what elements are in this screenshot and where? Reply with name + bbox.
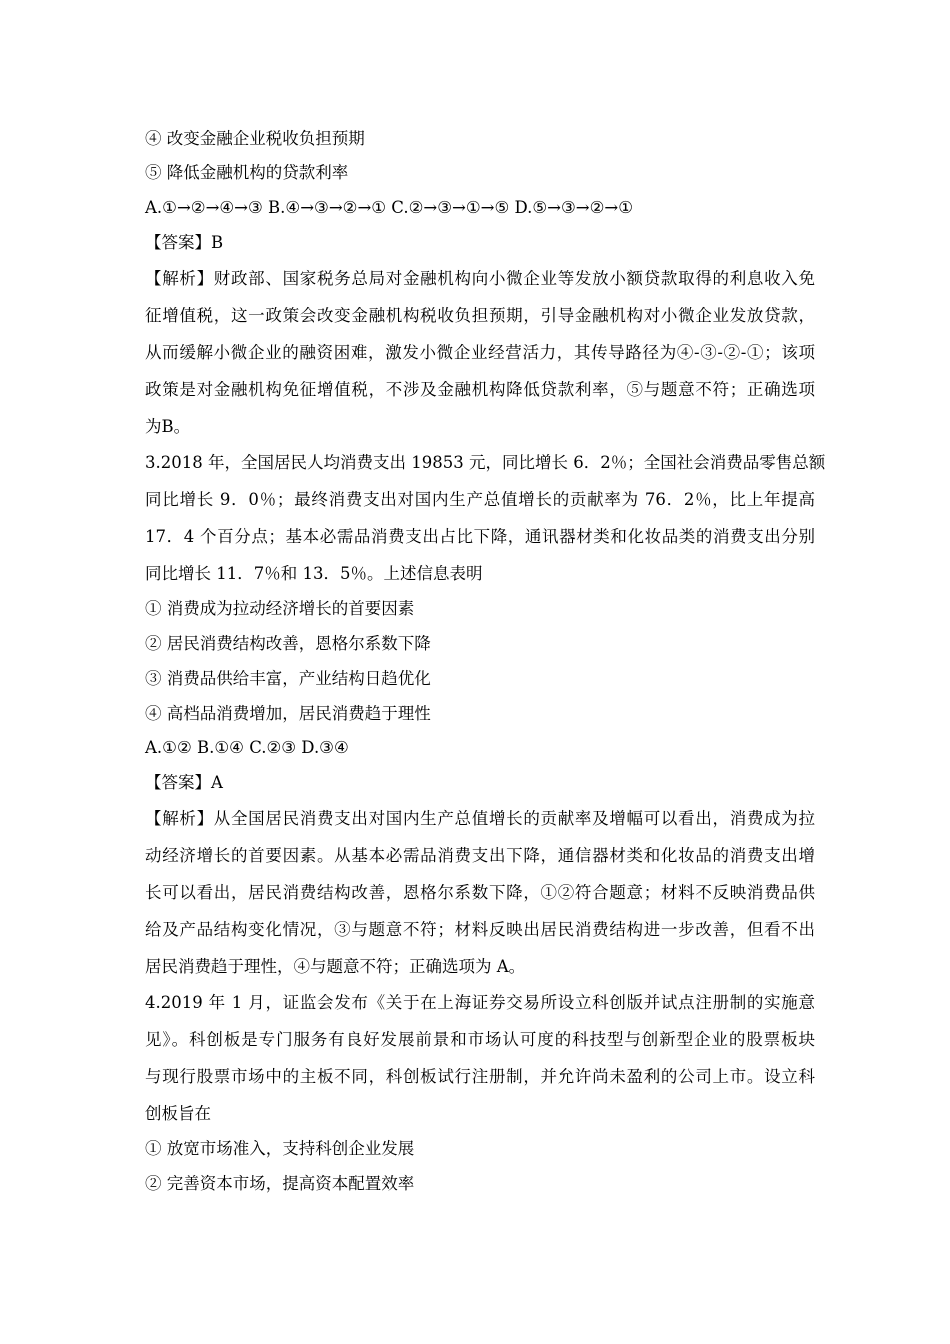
question-stem: 与现行股票市场中的主板不同，科创板试行注册制，并允许尚未盈利的公司上市。设立科 bbox=[145, 1067, 815, 1086]
analysis-line: 给及产品结构变化情况，③与题意不符；材料反映出居民消费结构进一步改善，但看不出 bbox=[145, 920, 815, 939]
question-stem: 同比增长 9．0％；最终消费支出对国内生产总值增长的贡献率为 76．2％，比上年提高 bbox=[145, 490, 815, 509]
option-2: ② 居民消费结构改善，恩格尔系数下降 bbox=[145, 634, 431, 653]
answer-label: 【答案】B bbox=[145, 233, 224, 252]
question-stem: 4.2019 年 1 月，证监会发布《关于在上海证券交易所设立科创版并试点注册制的实施意 bbox=[145, 993, 815, 1012]
question-stem: 同比增长 11．7％和 13．5％。上述信息表明 bbox=[145, 564, 483, 583]
option-4: ④ 高档品消费增加，居民消费趋于理性 bbox=[145, 704, 431, 723]
analysis-line: 【解析】财政部、国家税务总局对金融机构向小微企业等发放小额贷款取得的利息收入免 bbox=[145, 269, 815, 288]
option-1: ① 消费成为拉动经济增长的首要因素 bbox=[145, 599, 415, 618]
option-3: ③ 消费品供给丰富，产业结构日趋优化 bbox=[145, 669, 431, 688]
option-1: ① 放宽市场准入，支持科创企业发展 bbox=[145, 1139, 415, 1158]
analysis-line: 从而缓解小微企业的融资困难，激发小微企业经营活力，其传导路径为④-③-②-①；该项 bbox=[145, 343, 815, 362]
option-2: ② 完善资本市场，提高资本配置效率 bbox=[145, 1174, 415, 1193]
analysis-line: 为B。 bbox=[145, 417, 191, 436]
analysis-line: 政策是对金融机构免征增值税，不涉及金融机构降低贷款利率，⑤与题意不符；正确选项 bbox=[145, 380, 815, 399]
analysis-line: 动经济增长的首要因素。从基本必需品消费支出下降，通信器材类和化妆品的消费支出增 bbox=[145, 846, 815, 865]
question-stem: 见》。科创板是专门服务有良好发展前景和市场认可度的科技型与创新型企业的股票板块 bbox=[145, 1030, 815, 1049]
question-stem: 17．4 个百分点；基本必需品消费支出占比下降，通讯器材类和化妆品类的消费支出分别 bbox=[145, 527, 815, 546]
option-4: ④ 改变金融企业税收负担预期 bbox=[145, 129, 365, 148]
answer-choices: A.①② B.①④ C.②③ D.③④ bbox=[145, 738, 349, 757]
analysis-line: 征增值税，这一政策会改变金融机构税收负担预期，引导金融机构对小微企业发放贷款， bbox=[145, 306, 815, 325]
analysis-line: 【解析】从全国居民消费支出对国内生产总值增长的贡献率及增幅可以看出，消费成为拉 bbox=[145, 809, 815, 828]
analysis-line: 长可以看出，居民消费结构改善，恩格尔系数下降，①②符合题意；材料不反映消费品供 bbox=[145, 883, 815, 902]
answer-choices: A.①→②→④→③ B.④→③→②→① C.②→③→①→⑤ D.⑤→③→②→① bbox=[145, 198, 634, 217]
answer-label: 【答案】A bbox=[145, 773, 223, 792]
question-stem: 创板旨在 bbox=[145, 1104, 211, 1123]
analysis-line: 居民消费趋于理性，④与题意不符；正确选项为 A。 bbox=[145, 957, 526, 976]
question-stem: 3.2018 年，全国居民人均消费支出 19853 元，同比增长 6．2％；全国社会消费品零售总额 bbox=[145, 453, 826, 472]
option-5: ⑤ 降低金融机构的贷款利率 bbox=[145, 163, 349, 182]
